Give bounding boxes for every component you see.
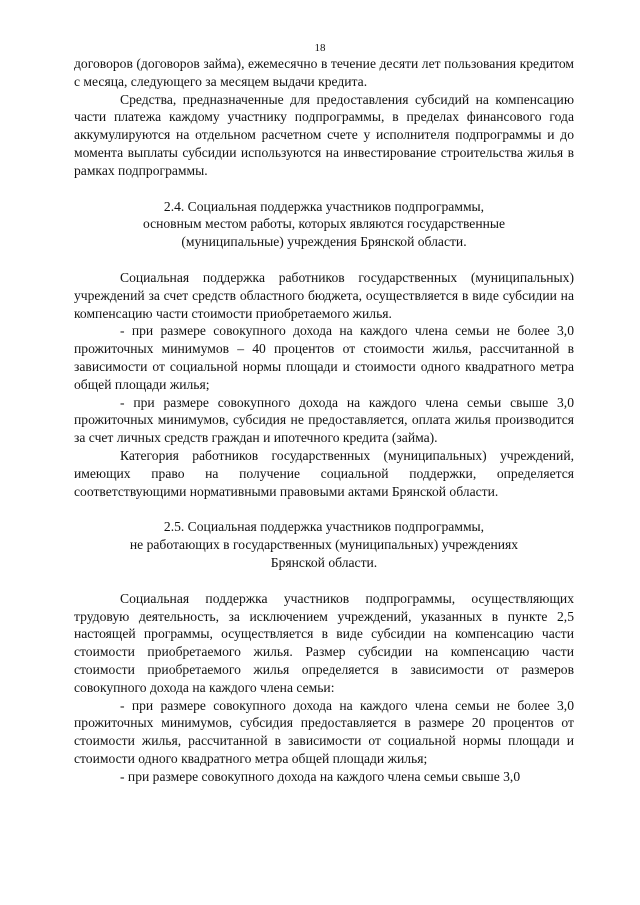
paragraph-worker-category: Категория работников государственных (муниципальных) учреждений, имеющих право на получение социальной поддержки, определяется соответствующими нормативными правовыми актами Брянской области. bbox=[74, 447, 574, 499]
paragraph-income-above: - при размере совокупного дохода на каждого члена семьи свыше 3,0 прожиточных минимумов, субсидия не предоставляется, оплата жилья производится за счет личных средств граждан и ипотечного кредита (займа). bbox=[74, 394, 574, 446]
paragraph-income-below-20: - при размере совокупного дохода на каждого члена семьи не более 3,0 прожиточных минимумов, субсидия предоставляется в размере 20 процентов от стоимости жилья, рассчитанной в зависимости от социальной нормы площади и стоимости одного квадратного метра общей площади жилья; bbox=[74, 697, 574, 766]
heading-line: не работающих в государственных (муниципальных) учреждениях bbox=[129, 537, 519, 553]
section-heading-2-5 bbox=[74, 518, 574, 571]
heading-line: Брянской области. bbox=[270, 554, 378, 570]
heading-line: (муниципальные) учреждения Брянской области. bbox=[181, 234, 467, 250]
paragraph-funds: Средства, предназначенные для предоставления субсидий на компенсацию части платежа каждому участнику подпрограммы, в пределах финансового года аккумулируются на отдельном расчетном счете у исполнителя подпрограммы и до момента выплаты субсидии используются на инвестирование строительства жилья в рамках подпрограммы. bbox=[74, 91, 574, 178]
document-page bbox=[74, 40, 574, 785]
section-heading-2-4 bbox=[74, 198, 574, 251]
paragraph-support-intro: Социальная поддержка работников государственных (муниципальных) учреждений за счет средств областного бюджета, осуществляется в виде субсидии на компенсацию части стоимости приобретаемого жилья. bbox=[74, 269, 574, 321]
page-number: 18 bbox=[314, 42, 326, 54]
paragraph-income-above-cut: - при размере совокупного дохода на каждого члена семьи свыше 3,0 bbox=[120, 768, 521, 784]
heading-line: основным местом работы, которых являются государственные bbox=[142, 216, 506, 232]
heading-line: 2.5. Социальная поддержка участников подпрограммы, bbox=[163, 519, 485, 535]
paragraph-income-below: - при размере совокупного дохода на каждого члена семьи не более 3,0 прожиточных минимумов – 40 процентов от стоимости жилья, рассчитанной в зависимости от социальной нормы площади и стоимости одного квадратного метра общей площади жилья; bbox=[74, 323, 574, 392]
paragraph-support-nonstate: Социальная поддержка участников подпрограммы, осуществляющих трудовую деятельность, за исключением учреждений, указанных в пункте 2,5 настоящей программы, осуществляется в виде субсидии на компенсацию части стоимости приобретаемого жилья. Размер субсидии на компенсацию части стоимости приобретаемого жилья определяется в зависимости от размеров совокупного дохода на каждого члена семьи: bbox=[74, 590, 574, 695]
heading-line: 2.4. Социальная поддержка участников подпрограммы, bbox=[163, 198, 485, 214]
paragraph-continuation: договоров (договоров займа), ежемесячно в течение десяти лет пользования кредитом с месяца, следующего за месяцем выдачи кредита. bbox=[74, 56, 574, 89]
